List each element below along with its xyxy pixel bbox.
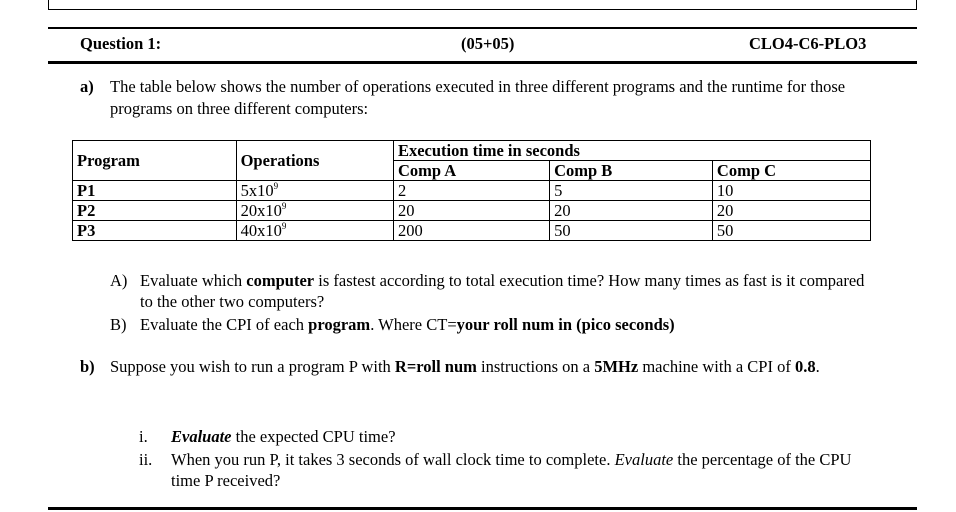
table-row — [73, 221, 871, 241]
sub-question-i — [139, 426, 879, 448]
question-clo: CLO4-C6-PLO3 — [749, 34, 867, 53]
sub-question-a — [110, 270, 880, 314]
header-comp-a: Comp A — [393, 161, 549, 181]
comp-b-cell: 50 — [550, 221, 713, 241]
table-row — [73, 201, 871, 221]
comp-c-cell: 50 — [712, 221, 870, 241]
part-a-text: The table below shows the number of operations executed in three different programs and the runtime for those programs on three different computers: — [110, 77, 846, 118]
header-comp-c: Comp C — [712, 161, 870, 181]
sub-question-b-text: Evaluate the CPI of each program. Where CT=your roll num in (pico seconds) — [140, 315, 675, 334]
question-marks: (05+05) — [461, 34, 515, 53]
table-row — [73, 181, 871, 201]
part-b — [80, 356, 900, 402]
operations-table — [72, 140, 871, 241]
sub-question-i-text: Evaluate the expected CPU time? — [171, 427, 396, 446]
comp-c-cell: 10 — [712, 181, 870, 201]
operations-cell: $5x10^9$ — [236, 181, 393, 201]
sub-question-a-label: A) — [110, 271, 128, 290]
part-b-label: b) — [80, 357, 95, 376]
part-b-text: Suppose you wish to run a program P with R=roll num instructions on a 5MHz machine with a CPI of 0.8. — [110, 357, 820, 376]
sub-question-ii-label: ii. — [139, 450, 153, 469]
comp-a-cell: 20 — [393, 201, 549, 221]
question-title: Question 1: — [80, 34, 162, 53]
comp-c-cell: 20 — [712, 201, 870, 221]
part-a-label: a) — [80, 77, 94, 96]
header-program: Program — [73, 141, 237, 181]
operations-cell: $20x10^9$ — [236, 201, 393, 221]
sub-question-b — [110, 314, 880, 336]
part-a — [80, 76, 900, 122]
program-cell: P2 — [73, 201, 237, 221]
comp-a-cell: 200 — [393, 221, 549, 241]
sub-question-ii — [139, 449, 879, 493]
comp-b-cell: 20 — [550, 201, 713, 221]
header-comp-b: Comp B — [550, 161, 713, 181]
operations-cell: $40x10^9$ — [236, 221, 393, 241]
sub-question-ii-text: When you run P, it takes 3 seconds of wall clock time to complete. Evaluate the percentage of the CPU time P received? — [171, 450, 852, 490]
footer-rule — [48, 507, 917, 510]
top-frame — [48, 0, 917, 10]
sub-question-b-label: B) — [110, 315, 127, 334]
header-operations: Operations — [236, 141, 393, 181]
comp-a-cell: 2 — [393, 181, 549, 201]
header-execution-time: Execution time in seconds — [393, 141, 870, 161]
sub-question-i-label: i. — [139, 427, 148, 446]
header-top-rule — [48, 27, 917, 29]
program-cell: P1 — [73, 181, 237, 201]
comp-b-cell: 5 — [550, 181, 713, 201]
sub-question-a-text: Evaluate which computer is fastest according to total execution time? How many times as fast is it compared to the other two computers? — [140, 271, 865, 311]
program-cell: P3 — [73, 221, 237, 241]
header-bottom-rule — [48, 61, 917, 64]
